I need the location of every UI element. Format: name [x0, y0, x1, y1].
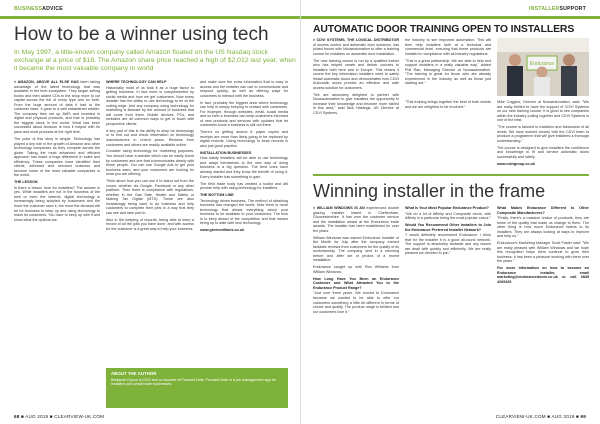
paragraph: Endurance caught up with Ron Williams from William Windows: — [313, 265, 399, 274]
feature-column-2 — [405, 206, 491, 410]
news-column-3 — [497, 100, 589, 172]
website: CLEARVIEW-UK.COM — [495, 414, 546, 419]
subheading: THE BOTTOM LINE — [200, 192, 234, 197]
paragraph: Think about how you can use it to stand out from the crowd, whether via Google, Facebook or any other platform. Then there is compliance with regulations, whether in the Gas Safe, Health and Safety or Making Tax Digital (MTD). These are also increasingly being used to do business and help customers to complete their jobs in a way that they can see and take part in. — [106, 179, 194, 215]
folio-left: 68 ■ AUG 2019 ■ CLEARVIEW-UK.COM — [14, 414, 105, 419]
section-divider — [313, 174, 589, 176]
interview-answer: "I would definitely recommend Endurance. I think that for the installer it is a good all-round network. The support is absolutely fantastic and any issues are dealt with quickly and efficiently. We are really pleased we decided to join." — [405, 233, 491, 256]
website-link[interactable]: www.greenmillions.co.uk — [200, 228, 245, 233]
running-head-sub: SUPPORT — [559, 6, 586, 12]
paragraph: How easily installers will be able to use technology and adapt themselves to the new way of doing business is a big question. The best ones have already started and they know the benefit of using it. Every installer has something to gain. — [200, 156, 288, 179]
paragraph: Mike Coggins, Director at Novaautomation, said: "We are really thrilled to have the support of CDVI Systems on our new training course. It is good to see companies within the industry pulling together and CDVI Systems is one of the best. — [497, 100, 589, 123]
paragraph: Technology drives business. The method of obtaining business has changed the world. Now there is more technology that allows everything about your business to be available to your customers. The trick is to keep ahead of the competition and that means being up to date with new technology. — [200, 198, 288, 226]
running-head-right — [529, 6, 586, 15]
about-author-box — [106, 368, 288, 408]
contact-info: For more information on how to become an Endurance installer, email marketing@endurancedoors.co.uk or call 0845 4269329 — [497, 266, 589, 284]
news-column-1 — [313, 38, 399, 172]
top-rule — [301, 16, 600, 19]
paragraph: Historically most of us took it as a huge factor to getting business. In fact more is complemented by social media and how we get customers. Now every installer has the ability to use technology to be at the cutting edge. And any company using technology for marketing is likewise by the amount of business that will come from them. Mobile devices, PCs, and websites are all common ways to get in touch with prospective clients. — [106, 85, 194, 126]
feature-headline: Winning installer in the frame — [313, 181, 546, 201]
paragraph: A key part of this is the ability to shop for technology or to find out and check information on technology manufacturers in recent years. Reviews from customers and others are readily available online. — [106, 128, 194, 147]
photo-sign-text: Endurance — [529, 61, 555, 67]
website-link[interactable]: www.cdvigroup.co.uk — [497, 161, 535, 166]
issue-month: AUG 2019 — [25, 414, 49, 419]
paragraph: Also in the keeping of records, being able to keep a record of all the jobs you have done, and with access for the customer is a great way to help your business. — [106, 217, 194, 231]
paragraph: experienced double glazing installer based in Cheltenham, Gloucestershire. It has won the customer service and the installation award at the Endurance trade awards. The installer has been established for over ten years. — [313, 206, 399, 233]
paragraph: William Windows was named Endurance Installer of the Month for July after the company earned fantastic reviews from customers for the quality of its workmanship. The company sent in a stunning before and after set of photos of a recent installation. — [313, 235, 399, 263]
folio-right: CLEARVIEW-UK.COM ■ AUG 2019 ■ 69 — [495, 414, 586, 419]
article-column-1 — [14, 80, 100, 410]
news-column-2 — [405, 38, 491, 98]
right-page — [300, 0, 600, 424]
paragraph: The point of this story is simple. Technology has played a key role in the growth of Amazon and other technology companies as they compete across the globe. Taking the most advanced and efficient approach has made a huge difference in sales and efficiency. These companies have identified their clients, delivered and serviced business and become some of the most valuable companies in the world. — [14, 136, 100, 178]
paragraph: The field trade body has created a toolkit and will provide help with using technology for installers. — [200, 181, 288, 191]
paragraph: the industry to see improved automation. This will then help installers both at a technical and commercial level, ensuring that these products are installed in compliance with all industry regulations. — [405, 38, 491, 56]
about-author-title: ABOUT THE AUTHOR — [111, 371, 157, 376]
page-number: 68 — [14, 414, 20, 419]
paragraph: Endurance's Marketing Manager Scott Foster said: "We are really pleased with William Windows and we hope this recognition helps them continue to grow their business. It has been a pleasure working with them over the years." — [497, 241, 589, 264]
news-photo — [497, 38, 589, 96]
subheading: THE LESSON — [14, 180, 38, 185]
interview-question: What Makes Endurance Different to Other Composite Manufacturers? — [497, 206, 589, 215]
paragraph: "This training brings together the best of both worlds and we are delighted to be involved." — [405, 100, 491, 109]
subheading: INSTALLATION BUSINESSES — [200, 150, 252, 155]
running-head-sub: ADVICE — [42, 6, 63, 12]
lead-in: > CDVI SYSTEMS, THE LOGICAL DISTRIBUTOR — [313, 38, 399, 42]
people-photo-illustration — [497, 38, 589, 96]
paragraph: In fact, probably the biggest area where technology can help is simply keeping in contact with customers. For example, through websites, email, social media and so forth a business can keep customers informed of new products and services with updates that let customers know a business is still out there. — [200, 100, 288, 128]
feature-column-3 — [497, 206, 589, 410]
article-column-3 — [200, 80, 288, 338]
page-number: 69 — [580, 414, 586, 419]
interview-question: How Long Have You Been an Endurance Customer and What Attracted You to the Endurance Product Range? — [313, 276, 399, 290]
paragraph: "We are absolutely delighted to partner with Novaautomation to give installers the opportunity to increase their knowledge and become more skilled in this area," said Nick Hastings, UK Director at CDVI Systems. — [313, 92, 399, 115]
paragraph: of access control and automatic door solutions, has joined forces with Novaautomation to offer a training course for installers on automatic door installation. — [313, 42, 399, 56]
article-column-2 — [106, 80, 194, 410]
paragraph: There's no getting around it: paper copies and receipts are more than likely going to be replaced by digital records. Using technology to keep records is also just good practice. — [200, 130, 288, 148]
news-column-2b — [405, 100, 491, 172]
paragraph: been taking advantage of the latest technology that was available in the tech ecosystem. They began selling books and then added CDs to the shop more to cut capital across the full of every type and so forth. From the huge amount of data it had to the customer base, it grew to a well established retailer. The company then set up AWS and invested in digital and physical products, and that is probably the biggest stock in the world. What has been successful about Amazon is how it helped with its pace and most products at the right time. — [14, 80, 100, 135]
paragraph: "The course is tailored to installers and fabricators of all levels. We have worked closely with the CDVI team to produce a programme that will give installers a thorough understanding." — [497, 125, 589, 143]
feature-column-1 — [313, 206, 399, 410]
paragraph: The new training course is run by a qualified trainer who has helped create and deliver courses to installers both here and in Europe. This means it covers the key information installers need to safely install automatic doors and demonstrates how CDVI Automatic doors provide an effective and safe access solution for customers. — [313, 58, 399, 90]
top-rule — [0, 16, 300, 19]
lead-in: > AMAZON, ABOVE ALL ELSE HAS — [14, 80, 79, 84]
paragraph: and make sure the extra information that is easy to access and the installer can use to communicate and respond quickly, as well as offering ways for customers to interact with the business. — [200, 80, 288, 98]
standfirst: In May 1997, a little-known company called Amazon floated on the US Nasdaq stock exchange at a price of $18. The Amazon share price reached a high of $2,012 last year, when it became the most valuable company in world — [14, 49, 296, 73]
interview-question: What Is Your Most Popular Endurance Product? — [405, 206, 489, 210]
lead-in: > WILLIAM WINDOWS IS AN — [313, 206, 365, 210]
running-head-left — [14, 6, 63, 15]
running-head-section: INSTALLER — [528, 6, 560, 12]
paragraph: "This is a great partnership. We are able to help and support installers in a really valuable way," added Phil Rae, Managing Director at Novaautomation. "The training is great for those who are already experienced in the industry as well as those just starting out." — [405, 58, 491, 86]
news-headline: AUTOMATIC DOOR TRAINING OPEN TO INSTALLERS — [313, 24, 575, 35]
subheading: WHERE TECHNOLOGY CAN HELP — [106, 80, 167, 84]
paragraph: Consider using technology for marketing purposes. You should have a website which can be easily found by customers and one that communicates clearly with those people. You can use Google Ads to get your business seen, and your customers are looking for what you are offering. — [106, 149, 194, 177]
running-head-section: BUSINESS — [14, 6, 43, 12]
interview-answer: "Just over three years. We moved to Endurance because we wanted to be able to offer our customers something a little bit different in terms of choice and quality. The product range is brilliant and our customers love it." — [313, 291, 399, 314]
paragraph: The course is designed to give installers the confidence and knowledge to fit and service automatic doors successfully and safely. — [497, 145, 589, 159]
issue-month: AUG 2019 — [551, 414, 575, 419]
about-author-body: Benjamin Dyson is CEO and co-founder of Forward Note. Forward Note is a job management app for installers and small trade businesses. — [111, 377, 276, 386]
page-title: How to be a winner using tech — [14, 24, 269, 45]
paragraph: Is there a lesson here for installers? The answer is yes. While installers are not in the business of the web or even the internet, digital technology is increasingly being adopted by customers and the more the customer uses it, the more the demand will be for business to keep up and using technology to reach its customers. You have to keep up with it and know what the options are. — [14, 185, 100, 222]
interview-answer: "We do a lot of Affinity and Composite doors, with Affinity in a particular being the most popular colour." — [405, 211, 491, 221]
website: CLEARVIEW-UK.COM — [54, 414, 105, 419]
interview-question: Would You Recommend Other Installers to Join the Endurance Preferred Installer Network? — [405, 223, 491, 232]
interview-answer: "Firstly, there's a massive choice of products, they are some of the quality that made us change to them. The other thing is how much Endurance listens to its installers. They are always looking at ways to improve and help us." — [497, 216, 589, 239]
